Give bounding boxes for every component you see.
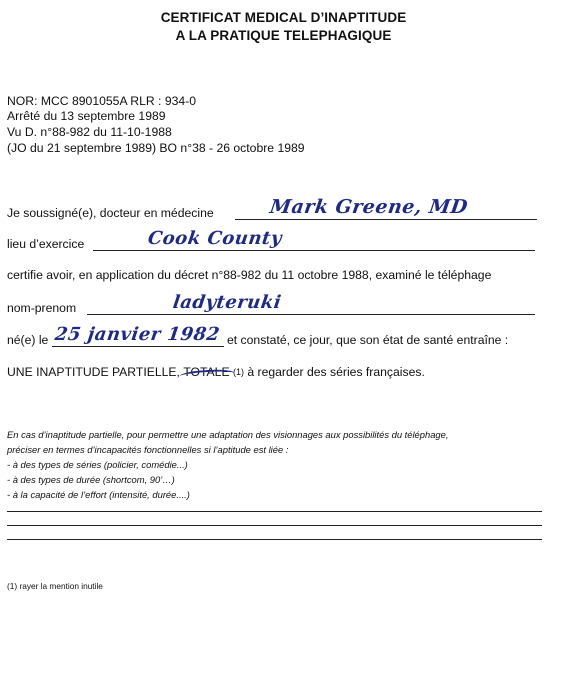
blank-line-1[interactable] [7,511,542,512]
birth-underline [52,346,224,347]
location-handwritten-value[interactable]: Cook County [146,228,284,249]
birth-handwritten-value[interactable]: 25 janvier 1982 [53,324,222,345]
location-underline [93,250,535,251]
birth-label: né(e) le [7,333,49,347]
inaptitude-total-word: TOTALE [183,365,230,379]
blank-line-2[interactable] [7,525,542,526]
note-item-effort-capacity: - à la capacité de l’effort (intensité, durée....) [7,489,190,500]
name-underline [87,314,535,315]
inaptitude-statement [7,365,425,379]
document-title-line-1: CERTIFICAT MEDICAL D’INAPTITUDE [160,10,407,25]
footnote-marker: (1) [232,367,244,377]
birth-suffix-text: et constaté, ce jour, que son état de santé entraîne : [227,333,509,347]
blank-line-3[interactable] [7,539,542,540]
inaptitude-total-struck [183,365,229,379]
arrete-reference: Arrêté du 13 septembre 1989 [7,109,166,123]
doctor-underline [235,219,537,220]
note-item-duration-types: - à des types de durée (shortcom, 90’…) [7,474,175,485]
name-label: nom-prenom [7,301,77,315]
note-line-2: préciser en termes d’incapacités fonctionnelles si l’aptitude est liée : [7,444,289,455]
footnote-text: (1) rayer la mention inutile [7,581,103,591]
document-title-line-2: A LA PRATIQUE TELEPHAGIQUE [175,28,392,43]
nor-reference: NOR: MCC 8901055A RLR : 934-0 [7,94,196,108]
inaptitude-partial: UNE INAPTITUDE PARTIELLE, [7,365,180,379]
journal-officiel-reference: (JO du 21 septembre 1989) BO n°38 - 26 octobre 1989 [7,141,305,155]
decree-reference: Vu D. n°88-982 du 11-10-1988 [7,125,172,139]
inaptitude-suffix: à regarder des séries françaises. [247,365,425,379]
doctor-label: Je soussigné(e), docteur en médecine [7,206,214,220]
doctor-handwritten-value[interactable]: Mark Greene, MD [268,196,470,218]
certify-statement: certifie avoir, en application du décret n°88-982 du 11 octobre 1988, examiné le téléphage [7,268,492,282]
name-handwritten-value[interactable]: ladyteruki [171,292,283,313]
note-line-1: En cas d’inaptitude partielle, pour permettre une adaptation des visionnages aux possibilités du téléphage, [7,429,449,440]
location-label: lieu d’exercice [7,237,85,251]
note-item-series-types: - à des types de séries (policier, comédie...) [7,459,188,470]
